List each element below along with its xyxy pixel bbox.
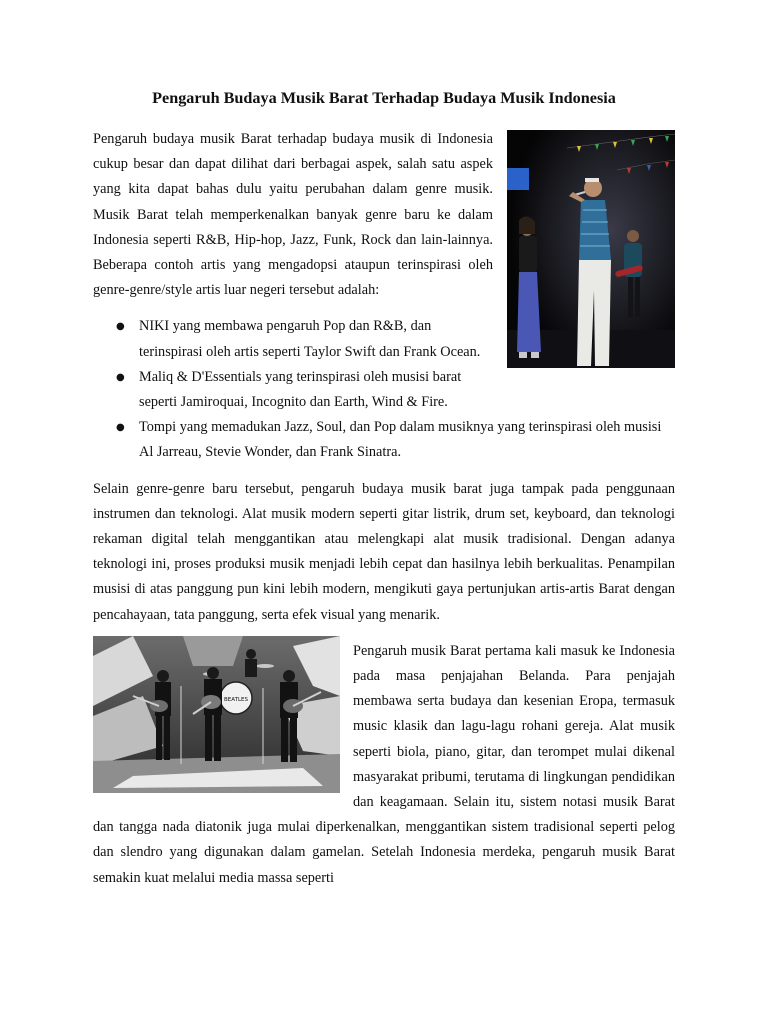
drum-logo-text: BEATLES (224, 696, 248, 703)
instruments-paragraph: Selain genre-genre baru tersebut, pengaruh budaya musik barat juga tampak pada penggunaan instrumen dan teknologi. Alat musik modern seperti gitar listrik, drum set, keyboard, dan teknologi rekaman digital telah menggantikan atau melengkapi alat musik tradisional. Dengan adanya teknologi ini, proses produksi musik menjadi lebih cepat dan hasilnya lebih berkualitas. Penampilan musisi di atas panggung pun kini lebih modern, mengikuti gaya pertunjukan artis-artis Barat dengan pencahayaan, tata panggung, serta efek visual yang menarik. (93, 480, 675, 623)
document-title: Pengaruh Budaya Musik Barat Terhadap Budaya Musik Indonesia (152, 89, 616, 107)
history-paragraph: Pengaruh musik Barat pertama kali masuk ke Indonesia pada masa penjajahan Belanda. Para penjajah membawa serta budaya dan kesenian Eropa, termasuk music klasik dan lagu-lagu rohani gereja. Alat musik seperti biola, piano, gitar, dan terompet mulai dikenal masyarakat pribumi, terutama di lingkungan pendidikan dan keagamaan. Selain itu, sistem notasi musik Barat dan tangga nada diatonik juga mulai diperkenalkan, menggantikan sistem tradisional seperti pelog dan slendro yang digunakan dalam gamelan. Setelah Indonesia merdeka, pengaruh musik Barat semakin kuat melalui media massa seperti (93, 642, 675, 886)
list-item (116, 415, 675, 465)
list-item-text: Tompi yang memadukan Jazz, Soul, dan Pop dalam musiknya yang terinspirasi oleh musisi Al Jarreau, Stevie Wonder, dan Frank Sinatra. (139, 419, 662, 461)
document-body (93, 86, 675, 891)
list-item-text: NIKI yang membawa pengaruh Pop dan R&B, dan terinspirasi oleh artis seperti Taylor Swift dan Frank Ocean. (139, 318, 481, 360)
intro-paragraph: Pengaruh budaya musik Barat terhadap budaya musik di Indonesia cukup besar dan dapat dilihat dari berbagai aspek, salah satu aspek yang kita dapat bahas dulu yaitu perubahan dalam genre musik. Musik Barat telah memperkenalkan banyak genre baru ke dalam Indonesia seperti R&B, Hip-hop, Jazz, Funk, Rock dan lain-lainnya. Beberapa contoh artis yang mengadopsi ataupun terinspirasi oleh genre-genre/style artis luar negeri tersebut adalah: (93, 131, 493, 299)
bullet-icon: ● (116, 321, 125, 333)
list-item (116, 314, 675, 364)
bullet-icon: ● (116, 422, 125, 434)
list-item (116, 365, 675, 415)
band-photo (93, 636, 340, 793)
examples-list (93, 314, 675, 465)
list-item-text: Maliq & D'Essentials yang terinspirasi oleh musisi barat seperti Jamiroquai, Incognito dan Earth, Wind & Fire. (139, 368, 462, 411)
band-photo-image (93, 636, 340, 793)
bullet-icon: ● (116, 371, 125, 383)
